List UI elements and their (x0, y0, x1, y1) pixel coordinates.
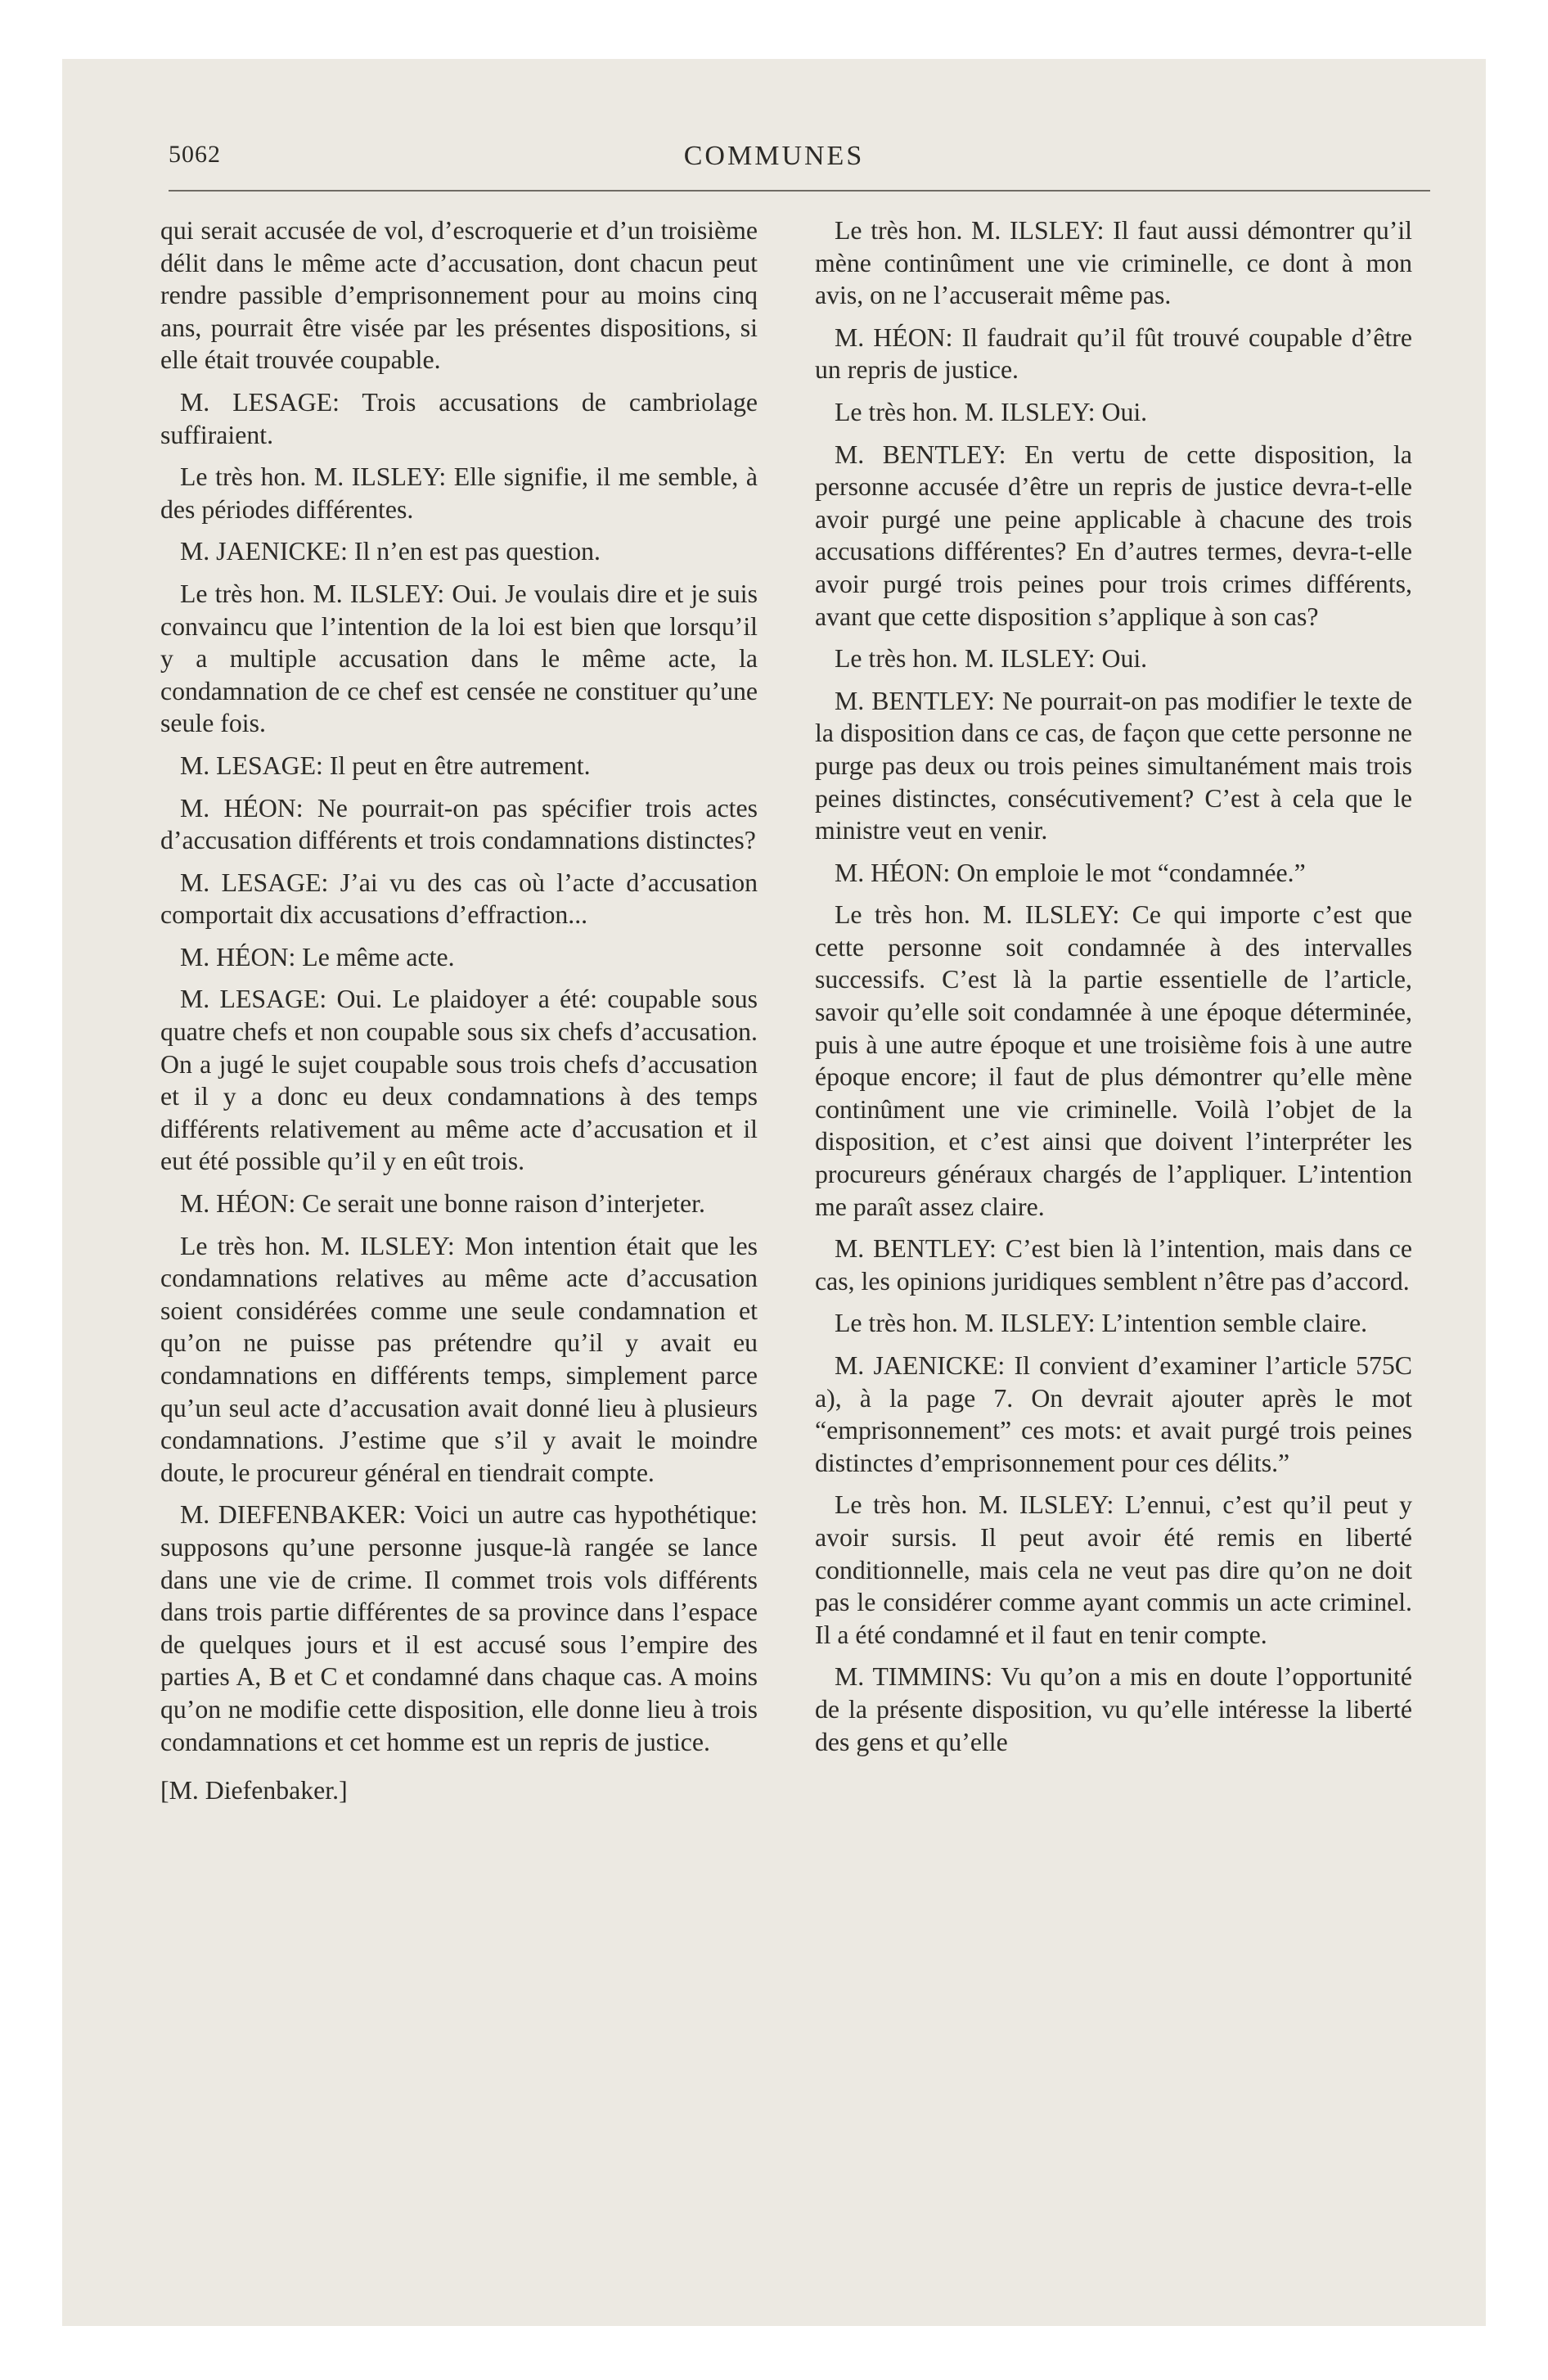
paragraph: M. HÉON: Ne pourrait-on pas spécifier trois actes d’accusation différents et trois condamnations distinctes? (160, 793, 758, 855)
speaker-attribution: [M. Diefenbaker.] (160, 1776, 348, 1805)
paragraph: Le très hon. M. ILSLEY: Oui. (835, 644, 1148, 674)
paragraph: Le très hon. M. ILSLEY: Elle signifie, il me semble, à des périodes différentes. (160, 462, 758, 524)
paragraph: M. LESAGE: Oui. Le plaidoyer a été: coupable sous quatre chefs et non coupable sous six chefs d’accusation. On a jugé le sujet coupable sous trois chefs d’accusation et il y a donc eu deux condamnations à des temps différents relativement au même acte d’accusation et il eut été possible qu’il y en eût trois. (160, 985, 758, 1176)
paragraph: M. LESAGE: J’ai vu des cas où l’acte d’accusation comportait dix accusations d’effraction... (160, 868, 758, 930)
header-rule (169, 190, 1430, 192)
paragraph: M. JAENICKE: Il convient d’examiner l’article 575C a), à la page 7. On devrait ajouter après le mot “emprisonnement” ces mots: et avait purgé trois peines distinctes d’emprisonnement pour ces délits.” (815, 1351, 1412, 1477)
paragraph: M. JAENICKE: Il n’en est pas question. (180, 537, 601, 566)
paragraph: M. DIEFENBAKER: Voici un autre cas hypothétique: supposons qu’une personne jusque-là rangée se lance dans une vie de crime. Il commet trois vols différents dans trois partie différentes de sa province dans l’espace de quelques jours et il est accusé sous l’empire des parties A, B et C et condamné dans chaque cas. A moins qu’on ne modifie cette disposition, elle donne lieu à trois condamnations et cet homme est un repris de justice. (160, 1500, 758, 1756)
paragraph: Le très hon. M. ILSLEY: L’intention semble claire. (835, 1309, 1368, 1338)
paragraph: Le très hon. M. ILSLEY: Oui. (835, 397, 1148, 426)
paragraph: M. HÉON: Ce serait une bonne raison d’interjeter. (180, 1189, 705, 1219)
left-column (160, 214, 758, 1817)
page-number: 5062 (169, 141, 221, 168)
paragraph: Le très hon. M. ILSLEY: L’ennui, c’est qu’il peut y avoir sursis. Il peut avoir été remis en liberté conditionnelle, mais cela ne veut pas dire qu’on ne doit pas le considérer comme ayant commis un acte criminel. Il a été condamné et il faut en tenir compte. (815, 1490, 1412, 1649)
paragraph: M. LESAGE: Il peut en être autrement. (180, 751, 591, 780)
paragraph: M. BENTLEY: Ne pourrait-on pas modifier le texte de la disposition dans ce cas, de façon que cette personne ne purge pas deux ou trois peines simultanément mais trois peines distinctes, consécutivement? C’est à cela que le ministre veut en venir. (815, 686, 1412, 845)
right-column (815, 214, 1412, 1768)
paragraph: M. BENTLEY: C’est bien là l’intention, mais dans ce cas, les opinions juridiques semblent n’être pas d’accord. (815, 1234, 1412, 1296)
paragraph: M. HÉON: Le même acte. (180, 942, 455, 971)
paragraph: M. LESAGE: Trois accusations de cambriolage suffiraient. (160, 387, 758, 449)
paragraph: qui serait accusée de vol, d’escroquerie et d’un troisième délit dans le même acte d’accusation, dont chacun peut rendre passible d’emprisonnement pour au moins cinq ans, pourrait être visée par les présentes dispositions, si elle était trouvée coupable. (160, 216, 758, 375)
paragraph: Le très hon. M. ILSLEY: Oui. Je voulais dire et je suis convaincu que l’intention de la loi est bien que lorsqu’il y a multiple accusation dans le même acte, la condamnation de ce chef est censée ne constituer qu’une seule fois. (160, 579, 758, 738)
paragraph: M. HÉON: On emploie le mot “condamnée.” (835, 858, 1306, 887)
running-head: COMMUNES (683, 141, 865, 171)
paragraph: Le très hon. M. ILSLEY: Mon intention était que les condamnations relatives au même acte d’accusation soient considérées comme une seule condamnation et qu’on ne puisse pas prétendre qu’il y avait eu condamnations en différents temps, simplement parce qu’un seul acte d’accusation avait donné lieu à plusieurs condamnations. J’estime que s’il y avait le moindre doute, le procureur général en tiendrait compte. (160, 1231, 758, 1487)
paragraph: M. HÉON: Il faudrait qu’il fût trouvé coupable d’être un repris de justice. (815, 322, 1412, 385)
paragraph: Le très hon. M. ILSLEY: Ce qui importe c’est que cette personne soit condamnée à des intervalles successifs. C’est là la partie essentielle de l’article, savoir qu’elle soit condamnée à une époque déterminée, puis à une autre époque et une troisième fois à une autre époque encore; il faut de plus démontrer qu’elle mène continûment une vie criminelle. Voilà l’objet de la disposition, et c’est ainsi que doivent l’interpréter les procureurs généraux chargés de l’appliquer. L’intention me paraît assez claire. (815, 900, 1412, 1221)
paragraph: M. BENTLEY: En vertu de cette disposition, la personne accusée d’être un repris de justice devra-t-elle avoir purgé une peine applicable à chacune des trois accusations différentes? En d’autres termes, devra-t-elle avoir purgé trois peines pour trois crimes différents, avant que cette disposition s’applique à son cas? (815, 439, 1412, 631)
paragraph: Le très hon. M. ILSLEY: Il faut aussi démontrer qu’il mène continûment une vie criminelle, ce dont à mon avis, on ne l’accuserait même pas. (815, 216, 1412, 310)
paragraph: M. TIMMINS: Vu qu’on a mis en doute l’opportunité de la présente disposition, vu qu’elle intéresse la liberté des gens et qu’elle (815, 1662, 1412, 1756)
